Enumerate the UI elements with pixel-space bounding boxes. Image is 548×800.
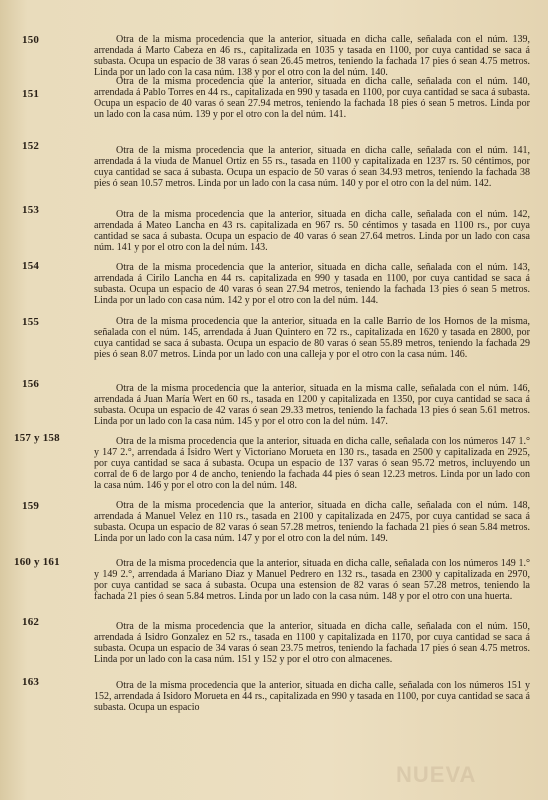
entry-text: [94, 680, 530, 713]
entry-paragraph: Otra de la misma procedencia que la anterior, situada en dicha calle, señalada con los números 147 1.° y 147 2.°, arrendada á Isidro Wert y Victoriano Morueta en 130 rs., tasada en 2500 y capitalizada en 2925, por cuya cantidad se saca á subasta. Ocupa un espacio de 137 varas ó sean 95.72 metros, incluyendo un corral de 6 de largo por 4 de ancho, teniendo la fachada 44 pies ó sean 12.23 metros. Linda por un lado con la casa núm. 146 y por el otro con la del núm. 148.: [94, 436, 530, 491]
entry-paragraph: Otra de la misma procedencia que la anterior, situada en dicha calle, señalada con los números 149 1.° y 149 2.°, arrendada á Mariano Diaz y Manuel Pedrero en 132 rs., tasada en 2300 y capitalizada en 2970, por cuya cantidad se saca á subasta. Ocupa una estension de 82 varas ó sean 57.28 metros, teniendo la fachada 21 pies ó sean 5.84 metros. Linda por un lado con la casa núm. 148 y por el otro con una huerta.: [94, 558, 530, 602]
entry-number: 152: [22, 140, 40, 152]
entry-paragraph: Otra de la misma procedencia que la anterior, situada en dicha calle, señalada con el núm. 150, arrendada á Isidro Gonzalez en 52 rs., tasada en 1100 y capitalizada en 1170, por cuya cantidad se saca á subasta. Ocupa un espacio de 34 varas ó sean 23.75 metros, teniendo la fachada 17 pies ó sean 4.75 metros. Linda por un lado con la casa núm. 151 y 152 y por el otro con almacenes.: [94, 621, 530, 665]
entry-text: [94, 209, 530, 253]
entry-paragraph: Otra de la misma procedencia que la anterior, situada en dicha calle, señalada con el núm. 142, arrendada á Mateo Lancha en 43 rs. capitalizada en 967 rs. 50 céntimos y tasada en 1100 rs., por cuya cantidad se saca á subasta. Ocupa un espacio de 40 varas ó sean 27.64 metros. Linda por un lado con casa núm. 141 y por el otro con la del núm. 143.: [94, 209, 530, 253]
entry-text: [94, 500, 530, 544]
entry-number: 162: [22, 616, 40, 628]
entry-text: [94, 145, 530, 189]
entry-text: [94, 383, 530, 427]
entry-paragraph: Otra de la misma procedencia que la anterior, situada en la misma calle, señalada con el núm. 146, arrendada á Juan María Wert en 60 rs., tasada en 1200 y capitalizada en 1350, por cuya cantidad se saca á subasta. Ocupa un espacio de 42 varas ó sean 29.33 metros, teniendo la fachada 13 pies ó sean 5.61 metros. Linda por un lado con la casa núm. 145 y por el otro con la del núm. 147.: [94, 383, 530, 427]
entry-paragraph: Otra de la misma procedencia que la anterior, situada en dicha calle, señalada con el núm. 140, arrendada á Pablo Torres en 44 rs., capitalizada en 990 y tasada en 1100, por cuya cantidad se saca á subasta. Ocupa un espacio de 40 varas ó sean 27.94 metros, teniendo la fachada 18 pies ó sean 5 metros. Linda por un lado con la casa núm. 139 y por el otro con la del núm. 141.: [94, 76, 530, 120]
entry-number: 159: [22, 500, 40, 512]
watermark: NUEVA: [396, 762, 477, 787]
entry-number: 160 y 161: [14, 556, 60, 568]
entry-text: [94, 316, 530, 360]
entry-number: 155: [22, 316, 40, 328]
entry-paragraph: Otra de la misma procedencia que la anterior, situada en dicha calle, señalada con el núm. 143, arrendada á Cirilo Lancha en 44 rs. capitalizada en 990 y tasada en 1100, por cuya cantidad se saca á subasta. Ocupa un espacio de 40 varas ó sean 27.94 metros, teniendo la fachada 13 pies ó sean 5 metros. Linda por un lado con casa núm. 142 y por el otro con la del núm. 144.: [94, 262, 530, 306]
entry-text: [94, 558, 530, 602]
entry-paragraph: Otra de la misma procedencia que la anterior, situada en dicha calle, señalada con el núm. 141, arrendada á la viuda de Manuel Ortiz en 55 rs., tasada en 1100 y capitalizada en 1237 rs. 50 céntimos, por cuya cantidad se saca á subasta. Ocupa un espacio de 50 varas ó sean 34.93 metros, teniendo la fachada 38 pies ó sean 10.57 metros. Linda por un lado con la casa núm. 140 y por el otro con la del núm. 142.: [94, 145, 530, 189]
entry-text: [94, 76, 530, 120]
entry-number: 156: [22, 378, 40, 390]
entry-number: 153: [22, 204, 40, 216]
entry-text: [94, 621, 530, 665]
entry-text: [94, 436, 530, 491]
entry-paragraph: Otra de la misma procedencia que la anterior, situada en dicha calle, señalada con el núm. 139, arrendada á Marto Cabeza en 46 rs., capitalizada en 1035 y tasada en 1100, por cuya cantidad se saca á subasta. Ocupa un espacio de 38 varas ó sean 26.45 metros, teniendo la fachada 17 pies ó sean 4.75 metros. Linda por un lado con la casa núm. 138 y por el otro con la del núm. 140.: [94, 34, 530, 78]
entry-paragraph: Otra de la misma procedencia que la anterior, situada en dicha calle, señalada con el núm. 148, arrendada á Manuel Velez en 110 rs., tasada en 2100 y capitalizada en 2475, por cuya cantidad se saca á subasta. Ocupa un espacio de 82 varas ó sean 57.28 metros, teniendo la fachada 21 pies ó sean 5.84 metros. Linda por un lado con la casa núm. 147 y por el otro con la del núm. 149.: [94, 500, 530, 544]
entry-number: 163: [22, 676, 40, 688]
entry-number: 157 y 158: [14, 432, 60, 444]
entry-paragraph: Otra de la misma procedencia que la anterior, situada en dicha calle, señalada con los números 151 y 152, arrendada á Isidoro Morueta en 44 rs., capitalizada en 990 y tasada en 1100, por cuya cantidad se saca á subasta. Ocupa un espacio: [94, 680, 530, 713]
entry-number: 151: [22, 88, 40, 100]
entry-text: [94, 262, 530, 306]
entry-text: [94, 34, 530, 78]
entry-paragraph: Otra de la misma procedencia que la anterior, situada en la calle Barrio de los Hornos de la misma, señalada con el núm. 145, arrendada á Juan Quintero en 72 rs., capitalizada en 1620 y tasada en 2800, por cuya cantidad se saca á subasta. Ocupa un espacio de 80 varas ó sean 55.89 metros, teniendo la fachada 29 pies ó sean 8.07 metros. Linda por un lado con una calleja y por el otro con la casa núm. 146.: [94, 316, 530, 360]
entry-number: 150: [22, 34, 40, 46]
entry-number: 154: [22, 260, 40, 272]
